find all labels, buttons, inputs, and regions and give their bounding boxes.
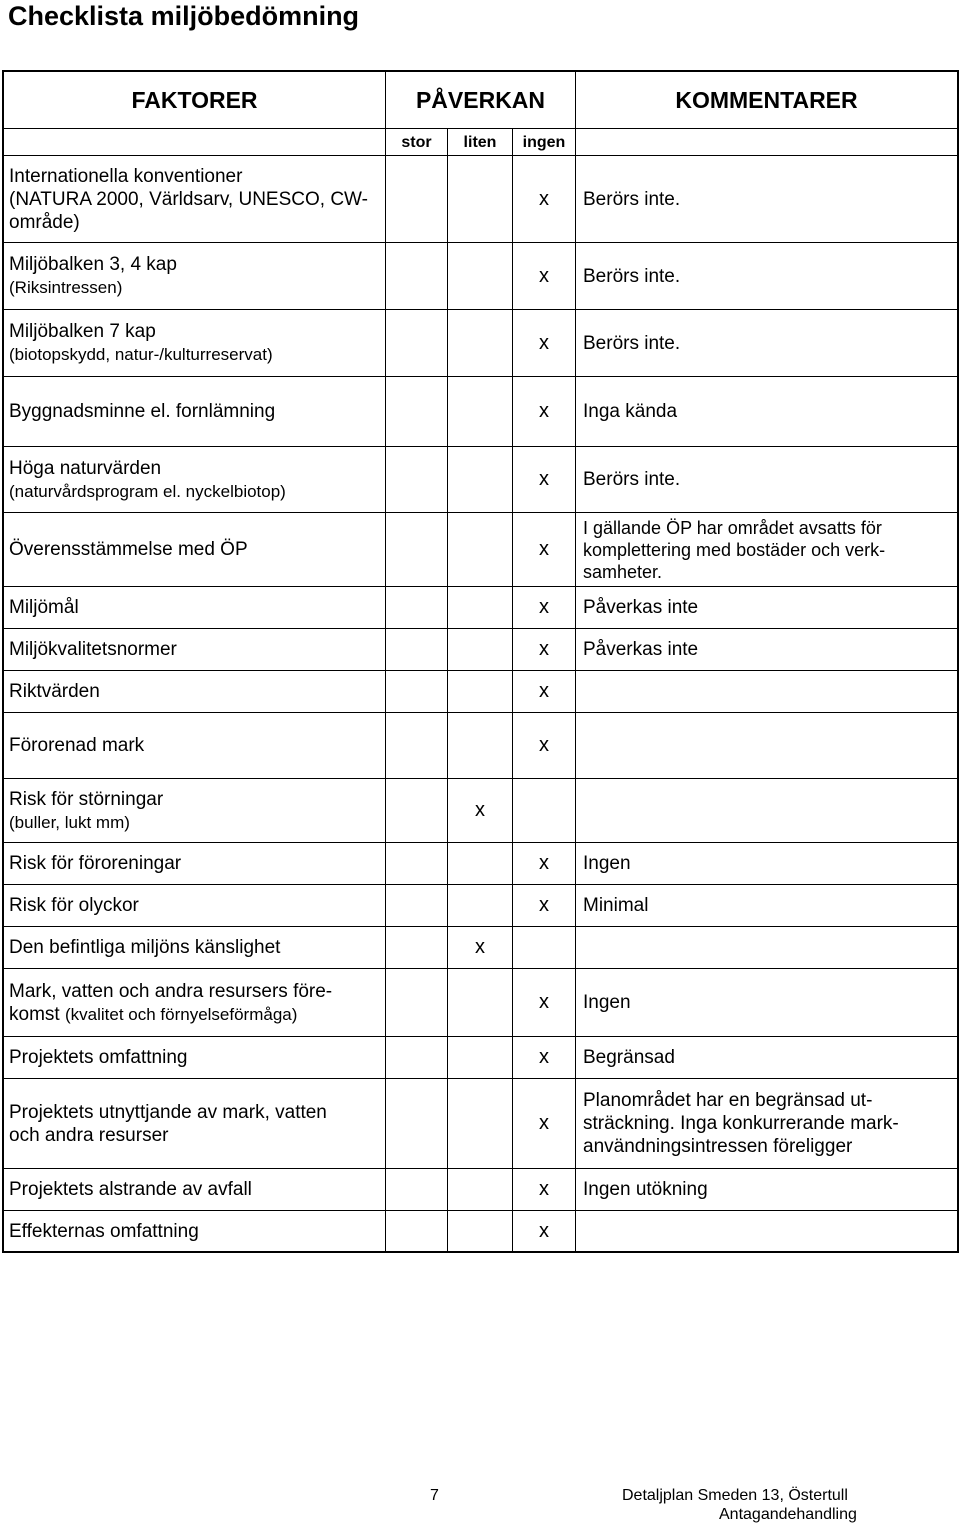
comment-line: Planområdet har en begränsad ut- (583, 1090, 873, 1111)
mark-ingen: x (539, 1046, 549, 1068)
mark-ingen: x (539, 264, 549, 287)
mark-ingen: x (539, 638, 549, 660)
page-title: Checklista miljöbedömning (8, 1, 360, 31)
factor-line: Riktvärden (9, 681, 100, 702)
factor-label (9, 377, 389, 446)
mark-ingen: x (539, 400, 549, 422)
factor-label (9, 713, 389, 778)
factor-line: (biotopskydd, natur-/kulturreservat) (9, 345, 273, 364)
mark-ingen: x (539, 852, 549, 874)
comment: Berörs inte. (583, 188, 681, 210)
factor-label (9, 671, 389, 712)
factor-label (9, 310, 389, 376)
mark-ingen: x (539, 468, 549, 490)
comment-line: samheter. (583, 561, 663, 582)
factor-label (9, 587, 389, 628)
factor-line: Förorenad mark (9, 735, 145, 756)
comment: Ingen (583, 853, 631, 874)
factor-line: (Riksintressen) (9, 278, 123, 297)
factor-line: Miljökvalitetsnormer (9, 639, 177, 660)
comment (583, 1079, 955, 1168)
factor-label (9, 779, 389, 842)
mark-liten: x (475, 936, 485, 958)
comment: Berörs inte. (583, 469, 681, 490)
factor-line: Miljömål (9, 597, 79, 618)
header-liten: liten (463, 133, 497, 151)
comment-line: I gällande ÖP har området avsatts för (583, 517, 882, 538)
factor-line: Mark, vatten och andra resursers före- (9, 980, 333, 1002)
factor-label (9, 1169, 389, 1210)
factor-line: (NATURA 2000, Världsarv, UNESCO, CW- (9, 188, 368, 210)
mark-ingen: x (539, 734, 549, 756)
header-kommentarer: KOMMENTARER (675, 86, 858, 113)
factor-line: Internationella konventioner (9, 165, 243, 187)
factor-line: Projektets alstrande av avfall (9, 1179, 252, 1200)
document-status: Antagandehandling (719, 1506, 857, 1523)
factor-label (9, 843, 389, 884)
factor-line: Projektets utnyttjande av mark, vatten (9, 1101, 327, 1123)
comment: Minimal (583, 895, 649, 916)
document-title: Detaljplan Smeden 13, Östertull (622, 1487, 848, 1504)
factor-line: Miljöbalken 7 kap (9, 321, 156, 342)
mark-ingen: x (539, 1219, 549, 1242)
factor-label (9, 629, 389, 670)
mark-ingen: x (539, 680, 549, 702)
page-number: 7 (430, 1487, 439, 1504)
mark-ingen: x (539, 991, 549, 1013)
mark-liten: x (475, 799, 485, 821)
factor-label (9, 1037, 389, 1078)
factor-line: Miljöbalken 3, 4 kap (9, 254, 177, 275)
factor-label (9, 243, 389, 309)
factor-label (9, 513, 389, 586)
comment: Påverkas inte (583, 639, 699, 660)
mark-ingen: x (539, 894, 549, 916)
factor-line: Effekternas omfattning (9, 1220, 199, 1242)
mark-ingen: x (539, 187, 549, 210)
header-ingen: ingen (522, 133, 566, 151)
factor-line: och andra resurser (9, 1124, 169, 1146)
comment: Ingen (583, 992, 631, 1013)
header-faktorer: FAKTORER (131, 86, 258, 113)
factor-line: Risk för föroreningar (9, 853, 182, 874)
factor-line-part: komst (9, 1003, 60, 1025)
factor-label (9, 447, 389, 512)
factor-line (9, 1003, 297, 1026)
mark-ingen: x (539, 596, 549, 618)
comment: Ingen utökning (583, 1179, 708, 1200)
comment-line: sträckning. Inga konkurrerande mark- (583, 1113, 899, 1134)
factor-line: Överensstämmelse med ÖP (9, 539, 248, 560)
factor-label (9, 1079, 389, 1168)
comment (583, 513, 955, 586)
comment: Påverkas inte (583, 597, 699, 618)
comment: Inga kända (583, 401, 678, 422)
factor-label (9, 156, 389, 242)
factor-line: Risk för störningar (9, 788, 164, 810)
factor-line: Den befintliga miljöns känslighet (9, 937, 281, 958)
mark-ingen: x (539, 538, 549, 560)
factor-label (9, 1211, 389, 1251)
factor-label (9, 927, 389, 968)
header-stor: stor (401, 133, 432, 151)
comment-line: komplettering med bostäder och verk- (583, 539, 886, 560)
factor-line: område) (9, 211, 80, 233)
factor-line: Projektets omfattning (9, 1047, 188, 1068)
comment: Berörs inte. (583, 332, 681, 354)
comment-line: användningsintressen föreligger (583, 1136, 853, 1157)
mark-ingen: x (539, 331, 549, 354)
factor-line: (buller, lukt mm) (9, 812, 130, 832)
factor-line: (naturvårdsprogram el. nyckelbiotop) (9, 481, 286, 501)
factor-label (9, 969, 389, 1036)
factor-line: Byggnadsminne el. fornlämning (9, 401, 276, 422)
comment: Begränsad (583, 1047, 675, 1068)
factor-line-part: (kvalitet och förnyelseförmåga) (64, 1004, 298, 1024)
factor-label (9, 885, 389, 926)
header-paverkan: PÅVERKAN (415, 86, 546, 113)
factor-line: Höga naturvärden (9, 457, 162, 479)
mark-ingen: x (539, 1112, 549, 1134)
comment: Berörs inte. (583, 265, 681, 287)
mark-ingen: x (539, 1178, 549, 1200)
factor-line: Risk för olyckor (9, 895, 139, 916)
